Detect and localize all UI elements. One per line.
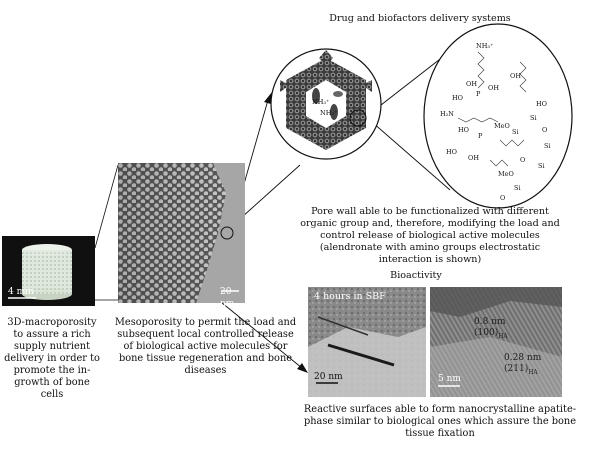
macroporosity-caption: 3D-macroporosity to assure a rich supply nutrient delivery in order to promote the in-growth of bone cells: [4, 317, 100, 400]
sbf-tem-image: [308, 287, 426, 397]
reactive-surfaces-caption: Reactive surfaces able to form nanocrystalline apatite-phase similar to biological ones which assure the bone tissue fixation: [303, 404, 577, 439]
d2-plane: (211): [504, 364, 529, 374]
hrtem-scale-label: 5 nm: [438, 374, 461, 384]
d2-value: 0.28 nm: [504, 353, 542, 363]
molecule-label: HO: [452, 94, 463, 102]
d2-subscript: HA: [528, 368, 538, 376]
mesoporosity-caption: Mesoporosity to permit the load and subsequent local controlled release of biological active molecules for bone tissue regeneration and bone diseases: [114, 317, 297, 376]
d1-value: 0.8 nm: [474, 317, 506, 327]
molecule-label: HO: [536, 100, 547, 108]
molecule-label: O: [542, 126, 548, 134]
molecule-label: HO: [458, 126, 469, 134]
molecule-label: OH: [510, 72, 521, 80]
molecule-label: Si: [512, 128, 519, 136]
sbf-time-label: 4 hours in SBF: [314, 291, 386, 302]
d1-plane: (100): [474, 328, 499, 338]
molecule-label: O: [500, 194, 506, 202]
molecule-label: MeO: [498, 170, 514, 178]
molecule-label: OH: [466, 80, 477, 88]
title: Drug and biofactors delivery systems: [329, 13, 511, 24]
scaffold-scale-label: 4 mm: [8, 287, 34, 297]
molecule-label: Si: [544, 142, 551, 150]
molecule-label: NH₃⁺: [476, 42, 494, 50]
molecule-label: P: [478, 132, 483, 140]
molecule-label: OH: [488, 84, 499, 92]
molecule-label: P: [476, 90, 481, 98]
hexagon-nh3-label: NH₃⁺: [320, 109, 338, 117]
hrtem-d2-label: [504, 353, 541, 378]
bioactivity-heading: Bioactivity: [390, 270, 442, 281]
pore-wall-caption: Pore wall able to be functionalized with different organic group and, therefore, modifying the load and control release of biological active molecules (alendronate with amino groups electrostatic interaction is shown): [300, 206, 560, 265]
molecule-label: HO: [446, 148, 457, 156]
molecule-label: Si: [514, 184, 521, 192]
molecule-label: O: [520, 156, 526, 164]
molecule-label: Si: [530, 114, 537, 122]
molecule-label: Si: [538, 162, 545, 170]
d1-subscript: HA: [498, 332, 508, 340]
hexagon-nh3-label: NH₃⁺: [312, 98, 330, 106]
tem-scale-label: 20 nm: [220, 287, 235, 309]
sbf-scale-label: 20 nm: [314, 372, 343, 382]
hrtem-d1-label: [474, 317, 508, 342]
molecule-label: MeO: [494, 122, 510, 130]
molecule-label: H₂N: [440, 110, 454, 118]
molecule-label: OH: [468, 154, 479, 162]
hrtem-image: [430, 287, 562, 397]
